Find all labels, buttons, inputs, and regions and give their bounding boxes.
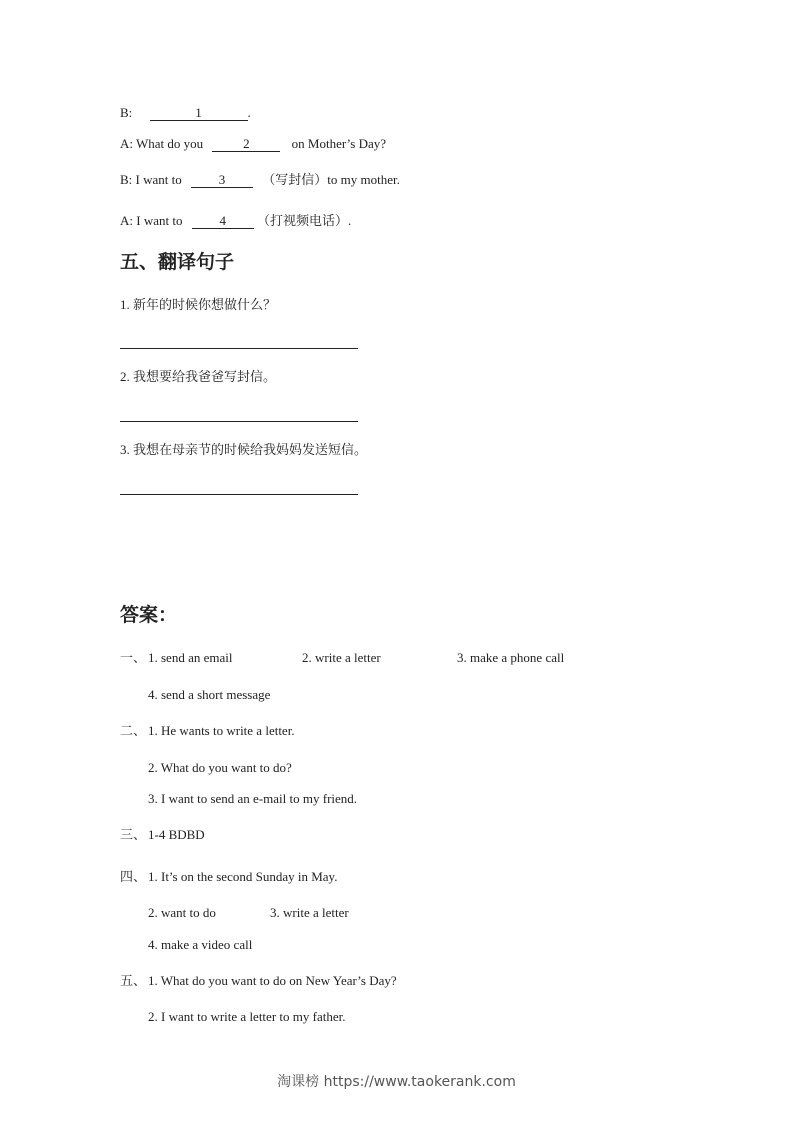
- translation-item-3: 3. 我想在母亲节的时候给我妈妈发送短信。: [120, 442, 368, 457]
- translation-item-1: 1. 新年的时候你想做什么？: [120, 297, 277, 312]
- answer-four-1: 1. It’s on the second Sunday in May.: [148, 869, 338, 884]
- dialogue-line-1: [120, 105, 251, 121]
- line-text-after: on Mother’s Day?: [291, 136, 387, 151]
- answer-two-1: 1. He wants to write a letter.: [148, 723, 295, 738]
- dialogue-line-2: [120, 136, 386, 152]
- answer-line-3: [120, 494, 358, 495]
- answer-four-4: 4. make a video call: [148, 937, 253, 952]
- answer-five-1: 1. What do you want to do on New Year’s Day?: [148, 973, 397, 988]
- blank-4: 4: [192, 214, 254, 229]
- blank-3: 3: [191, 173, 253, 188]
- answer-three-prefix: 三、: [120, 827, 147, 842]
- answer-one-3: 3. make a phone call: [457, 650, 565, 665]
- line-text-before: B: I want to: [120, 172, 182, 187]
- answer-two-3: 3. I want to send an e-mail to my friend.: [148, 791, 358, 806]
- answer-one-4: 4. send a short message: [148, 687, 271, 702]
- answer-four-2: 2. want to do: [148, 905, 216, 920]
- footer-watermark: 淘课榜 https://www.taokerank.com: [277, 1074, 516, 1090]
- line-end: .: [247, 105, 251, 120]
- dialogue-line-4: [120, 213, 351, 229]
- answer-two-prefix: 二、: [120, 723, 147, 738]
- answer-three-1: 1-4 BDBD: [148, 827, 205, 842]
- answer-one-prefix: 一、: [120, 650, 147, 665]
- line-text-after: （写封信）to my mother.: [262, 172, 400, 187]
- blank-1: 1: [150, 106, 248, 121]
- answer-four-prefix: 四、: [120, 869, 147, 884]
- line-text-after: （打视频电话）.: [256, 213, 352, 228]
- answer-two-2: 2. What do you want to do?: [148, 760, 292, 775]
- translation-item-2: 2. 我想要给我爸爸写封信。: [120, 369, 277, 384]
- line-text-before: A: What do you: [120, 136, 204, 151]
- dialogue-line-3: [120, 172, 400, 188]
- answer-one-1: 1. send an email: [148, 650, 233, 665]
- answer-five-prefix: 五、: [120, 973, 147, 988]
- blank-2: 2: [212, 137, 280, 152]
- answers-title: 答案：: [120, 604, 178, 626]
- section-title: 五、翻译句子: [120, 251, 235, 273]
- line-text-before: A: I want to: [120, 213, 183, 228]
- answer-four-3: 3. write a letter: [270, 905, 349, 920]
- speaker-label: B:: [120, 105, 133, 120]
- answer-line-2: [120, 421, 358, 422]
- answer-five-2: 2. I want to write a letter to my father.: [148, 1009, 346, 1024]
- answer-one-2: 2. write a letter: [302, 650, 381, 665]
- answer-line-1: [120, 348, 358, 349]
